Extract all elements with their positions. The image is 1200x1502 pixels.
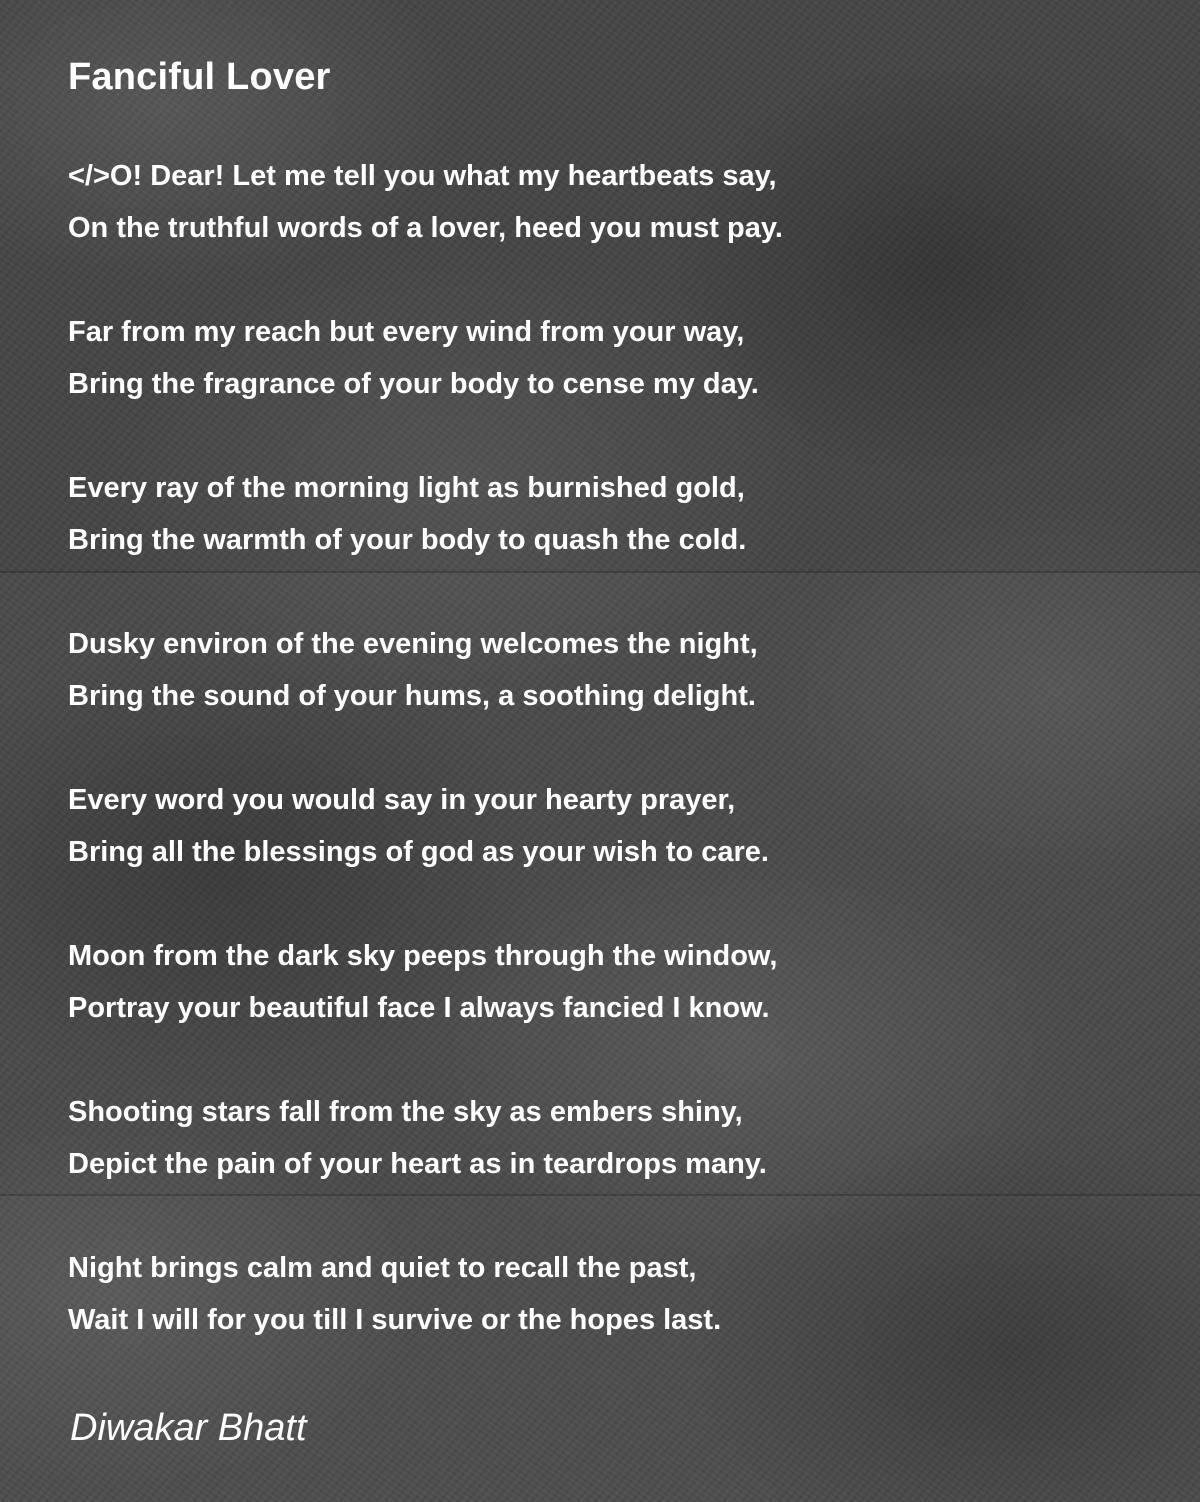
poem-author: Diwakar Bhatt — [70, 1407, 307, 1449]
poem-line: Shooting stars fall from the sky as embers shiny, — [68, 1096, 743, 1128]
poem-line: Bring all the blessings of god as your wish to care. — [68, 836, 769, 868]
stanza-break — [68, 1190, 1148, 1242]
poem-line: Bring the warmth of your body to quash the cold. — [68, 524, 747, 556]
stanza-break — [68, 878, 1148, 930]
poem-line: Far from my reach but every wind from your way, — [68, 316, 745, 348]
stanza-break — [68, 566, 1148, 618]
poem-line: Night brings calm and quiet to recall the past, — [68, 1252, 697, 1284]
stanza-break — [68, 1034, 1148, 1086]
poem-line: Bring the fragrance of your body to cense my day. — [68, 368, 759, 400]
poem-line: Wait I will for you till I survive or the hopes last. — [68, 1304, 722, 1336]
poem-line: Every ray of the morning light as burnished gold, — [68, 472, 745, 504]
poem-line: Depict the pain of your heart as in teardrops many. — [68, 1148, 767, 1180]
poem-line: Moon from the dark sky peeps through the window, — [68, 940, 778, 972]
poem-line: Dusky environ of the evening welcomes the night, — [68, 628, 758, 660]
stanza-break — [68, 410, 1148, 462]
poem-title: Fanciful Lover — [68, 56, 331, 98]
stanza-break — [68, 254, 1148, 306]
stanza-break — [68, 722, 1148, 774]
poem-line: Every word you would say in your hearty prayer, — [68, 784, 736, 816]
poem-line: Portray your beautiful face I always fancied I know. — [68, 992, 770, 1024]
poem-card — [68, 52, 1148, 1346]
poem-body — [68, 150, 1148, 1346]
poem-line: </>O! Dear! Let me tell you what my heartbeats say, — [68, 160, 777, 192]
poem-line: Bring the sound of your hums, a soothing delight. — [68, 680, 756, 712]
poem-line: On the truthful words of a lover, heed you must pay. — [68, 212, 783, 244]
